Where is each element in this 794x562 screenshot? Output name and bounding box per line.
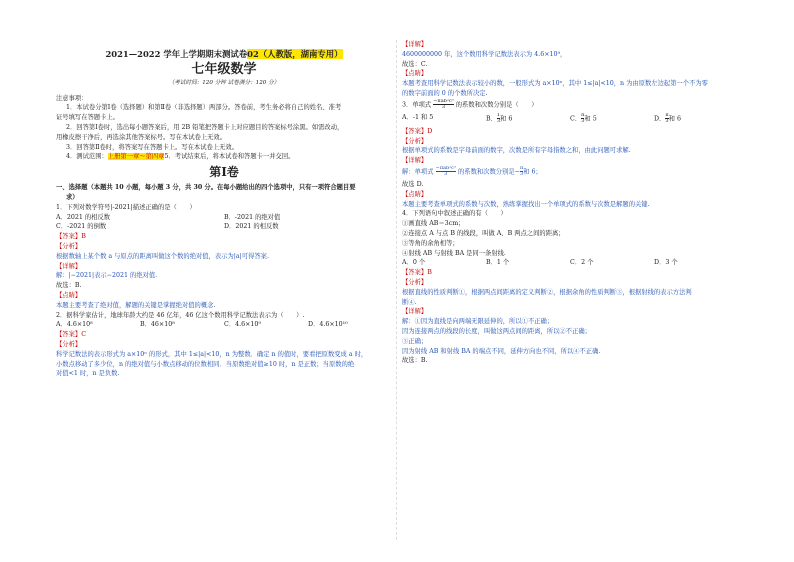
q3-option-d-label: D． (654, 115, 666, 123)
q1-stem: 1．下列对数学符号|-2021|描述正确的是（ ） (56, 203, 196, 211)
q2-analysis-2: 小数点移动了多少位，n 的绝对值与小数点移动的位数相同．当原数绝对值≥10 时，n 是正数；当原数的绝 (56, 360, 355, 368)
notice-item-1b: 证号填写在答题卡上。 (56, 114, 119, 122)
q2-option-b: B．46×10⁸ (140, 321, 175, 329)
q3-option-d (654, 113, 738, 127)
q1-answer: 【答案】B (56, 233, 86, 241)
q2-detail-1: 4600000000 年，这个数用科学记数法表示为 4.6×10⁹， (402, 50, 567, 58)
q1-comment: 本题主要考查了绝对值，解题的关键是掌握绝对值的概念. (56, 301, 216, 309)
q2-answer: 【答案】C (56, 331, 87, 339)
q1-option-d: D．2021 的相反数 (224, 223, 279, 231)
notice-item-2b: 用橡皮擦干净后，再选涂其他答案标号。写在本试卷上无效。 (56, 133, 227, 141)
q4-options (402, 258, 738, 268)
q1-option-b: B．-2021 的绝对值 (224, 213, 281, 221)
q3-option-d-numerator: π (665, 112, 669, 118)
q1-detail-2: 故选：B. (56, 282, 82, 290)
q3-option-c-label: C． (570, 115, 582, 123)
q3-detail-1 (402, 166, 738, 180)
q4-analysis-tag: 【分析】 (402, 278, 428, 286)
q3-analysis-tag: 【分析】 (402, 137, 428, 145)
notice-item-4 (56, 152, 392, 162)
q4-detail-4: 因为射线 AB 和射线 BA 的端点不同，延伸方向也不同，所以④不正确. (402, 347, 601, 355)
q4-answer: 【答案】B (402, 269, 432, 277)
q4-statement-3: ③等角的余角相等； (402, 239, 459, 247)
q2-analysis-tag: 【分析】 (56, 340, 82, 348)
q4-option-c: C．2 个 (570, 259, 594, 267)
q4-statement-4: ④射线 AB 与射线 BA 是同一条射线. (402, 249, 506, 257)
q4-detail-tag: 【详解】 (402, 308, 428, 316)
q2-detail-2: 故选：C. (402, 60, 428, 68)
q3-detail-denominator: 3 (444, 171, 448, 178)
column-divider (396, 40, 397, 540)
q3-detail-tag: 【详解】 (402, 157, 428, 165)
q1-comment-tag: 【点睛】 (56, 292, 82, 299)
q3-option-a: A．-1 和 5 (402, 113, 434, 121)
q2-option-c: C．4.6×10⁹ (224, 321, 261, 329)
q3-detail-numerator: −πab²c³ (435, 165, 456, 171)
q4-detail-3: ③正确； (402, 337, 428, 345)
q4-detail-1: 解：①因为直线是向两端无限延伸的，所以①不正确； (402, 318, 554, 326)
q3-fraction-denominator: 3 (441, 104, 446, 111)
q3-comment: 本题主要考查单项式的系数与次数，熟练掌握找出一个单项式的系数与次数是解题的关键. (402, 200, 650, 208)
q3-option-d-tail: 和 6 (668, 115, 681, 123)
exam-title-highlight: 02（人教版，湖南专用） (247, 49, 343, 59)
q1-analysis-tag: 【分析】 (56, 243, 82, 251)
q2-analysis-3: 对值<1 时，n 是负数. (56, 370, 120, 378)
q3-detail-c-numerator: π (519, 165, 524, 171)
volume-heading: 第Ⅰ卷 (209, 165, 239, 180)
q4-detail-5: 故选：B. (402, 357, 428, 365)
q1-detail-tag: 【详解】 (56, 262, 82, 270)
q3-detail-a: 解：单项式 (402, 168, 434, 176)
q1-options-row1 (56, 213, 392, 223)
q3-option-c (570, 113, 654, 127)
q3-option-d-denominator: 3 (665, 118, 669, 125)
exam-meta: （考试时间：120 分钟 试卷满分：120 分） (168, 80, 280, 86)
notice-item-4-prefix: 4．测试范围： (66, 153, 108, 161)
q3-fraction (433, 99, 453, 111)
q3-option-b-numerator: 1 (496, 112, 501, 118)
q4-option-d: D．3 个 (654, 259, 678, 267)
q3-option-b-label: B． (486, 115, 497, 123)
notice-heading: 注意事项： (56, 94, 88, 102)
q4-analysis-1: 根据直线的性质判断①，根据两点间距离的定义判断②，根据余角的性质判断③，根据射线的表示方法判 (402, 288, 692, 296)
section1-heading: 一、选择题（本题共 10 小题，每小题 3 分，共 30 分。在每小题给出的四个选项中，只有一项符合题目要 (56, 184, 356, 192)
q2-comment-1: 本题考查用科学记数法表示较小的数，一般形式为 a×10ⁿ，其中 1≤|a|<10，n 为由原数左边起第一个不为零 (402, 80, 708, 88)
q2-comment-tag: 【点睛】 (402, 70, 428, 78)
q3-stem (402, 99, 738, 113)
notice-item-3: 3．回答第Ⅱ卷时，将答案写在答题卡上。写在本试卷上无效。 (66, 143, 239, 151)
q2-option-a: A．4.6×10⁸ (56, 321, 93, 329)
notice-item-4-suffix: 5．考试结束后，将本试卷和答题卡一并交回。 (164, 153, 295, 161)
q2-analysis-1: 科学记数法的表示形式为 a×10ⁿ 的形式，其中 1≤|a|<10，n 为整数．确定 n 的值时，要看把原数变成 a 时， (56, 350, 368, 358)
q4-statement-1: ①画直线 AB＝3cm； (402, 220, 465, 228)
q3-stem-a: 3．单项式 (402, 101, 432, 109)
q3-option-b-denominator: 3 (496, 118, 501, 125)
q2-options (56, 320, 392, 330)
q3-stem-b: 的系数和次数分别是（ ） (455, 101, 538, 109)
q4-option-b: B．1 个 (486, 259, 510, 267)
q3-detail-c-denominator: 3 (519, 171, 524, 178)
q1-analysis: 根据数轴上某个数 a 与原点的距离叫做这个数的绝对值，表示为|a|可得答案. (56, 252, 269, 260)
q2-detail-tag: 【详解】 (402, 41, 428, 48)
q4-option-a: A．0 个 (402, 259, 426, 267)
q4-detail-2: 因为连接两点的线段的长度，叫做这两点间的距离，所以②不正确； (402, 327, 591, 335)
q1-option-c: C．-2021 的倒数 (56, 223, 107, 231)
subject-title: 七年级数学 (191, 62, 257, 77)
q3-option-c-tail: 和 5 (584, 115, 597, 123)
q3-detail-b: 的系数和次数分别是− (457, 168, 520, 176)
q4-analysis-2: 断④. (402, 298, 417, 306)
q2-option-d: D．4.6×10¹⁰ (308, 321, 348, 329)
q3-detail-c: 和 6； (523, 168, 542, 176)
q3-answer: 【答案】D (402, 127, 433, 135)
notice-item-1: 1．本试卷分第Ⅰ卷（选择题）和第Ⅱ卷（非选择题）两部分。答卷前，考生务必将自己的姓名、准考 (66, 104, 342, 112)
q3-options (402, 113, 738, 127)
q3-option-c-denominator: 3 (581, 118, 585, 125)
right-column (402, 40, 738, 366)
q1-option-a: A．2021 的相反数 (56, 213, 111, 221)
q2-stem: 2．据科学家估计，地球年龄大约是 46 亿年，46 亿这个数用科学记数法表示为（ ）. (56, 311, 305, 319)
left-column (56, 40, 392, 379)
section1-heading-2: 求） (66, 194, 79, 202)
q3-detail-fraction (436, 166, 456, 178)
q3-analysis: 根据单项式的系数是字母前面的数字，次数是所有字母指数之和，由此问题可求解. (402, 147, 631, 155)
q3-option-b-tail: 和 6 (500, 115, 513, 123)
q4-statement-2: ②连接点 A 与点 B 的线段，叫做 A、B 两点之间的距离； (402, 229, 565, 237)
exam-title (56, 48, 392, 61)
q3-option-b (486, 113, 570, 127)
q1-options-row2 (56, 222, 392, 232)
q3-comment-tag: 【点睛】 (402, 190, 428, 198)
notice-item-2: 2．回答第Ⅰ卷时，选出每小题答案后，用 2B 铅笔把答题卡上对应题目的答案标号涂黑。如需改动， (66, 124, 344, 132)
q3-detail-2: 故选 D. (402, 180, 424, 188)
q2-comment-2: 的数字前面的 0 的个数所决定. (402, 89, 488, 97)
q1-detail-1: 解：|−2021|表示−2021 的绝对值. (56, 272, 158, 280)
q3-option-c-numerator: π (581, 112, 585, 118)
notice-item-4-highlight: 上册第一章～第四章 (107, 153, 165, 161)
q3-fraction-numerator: −πab²c³ (433, 98, 454, 104)
q4-stem: 4．下列语句中叙述正确的有（ ） (402, 210, 507, 218)
exam-title-prefix: 2021—2022 学年上学期期末测试卷 (105, 49, 248, 59)
